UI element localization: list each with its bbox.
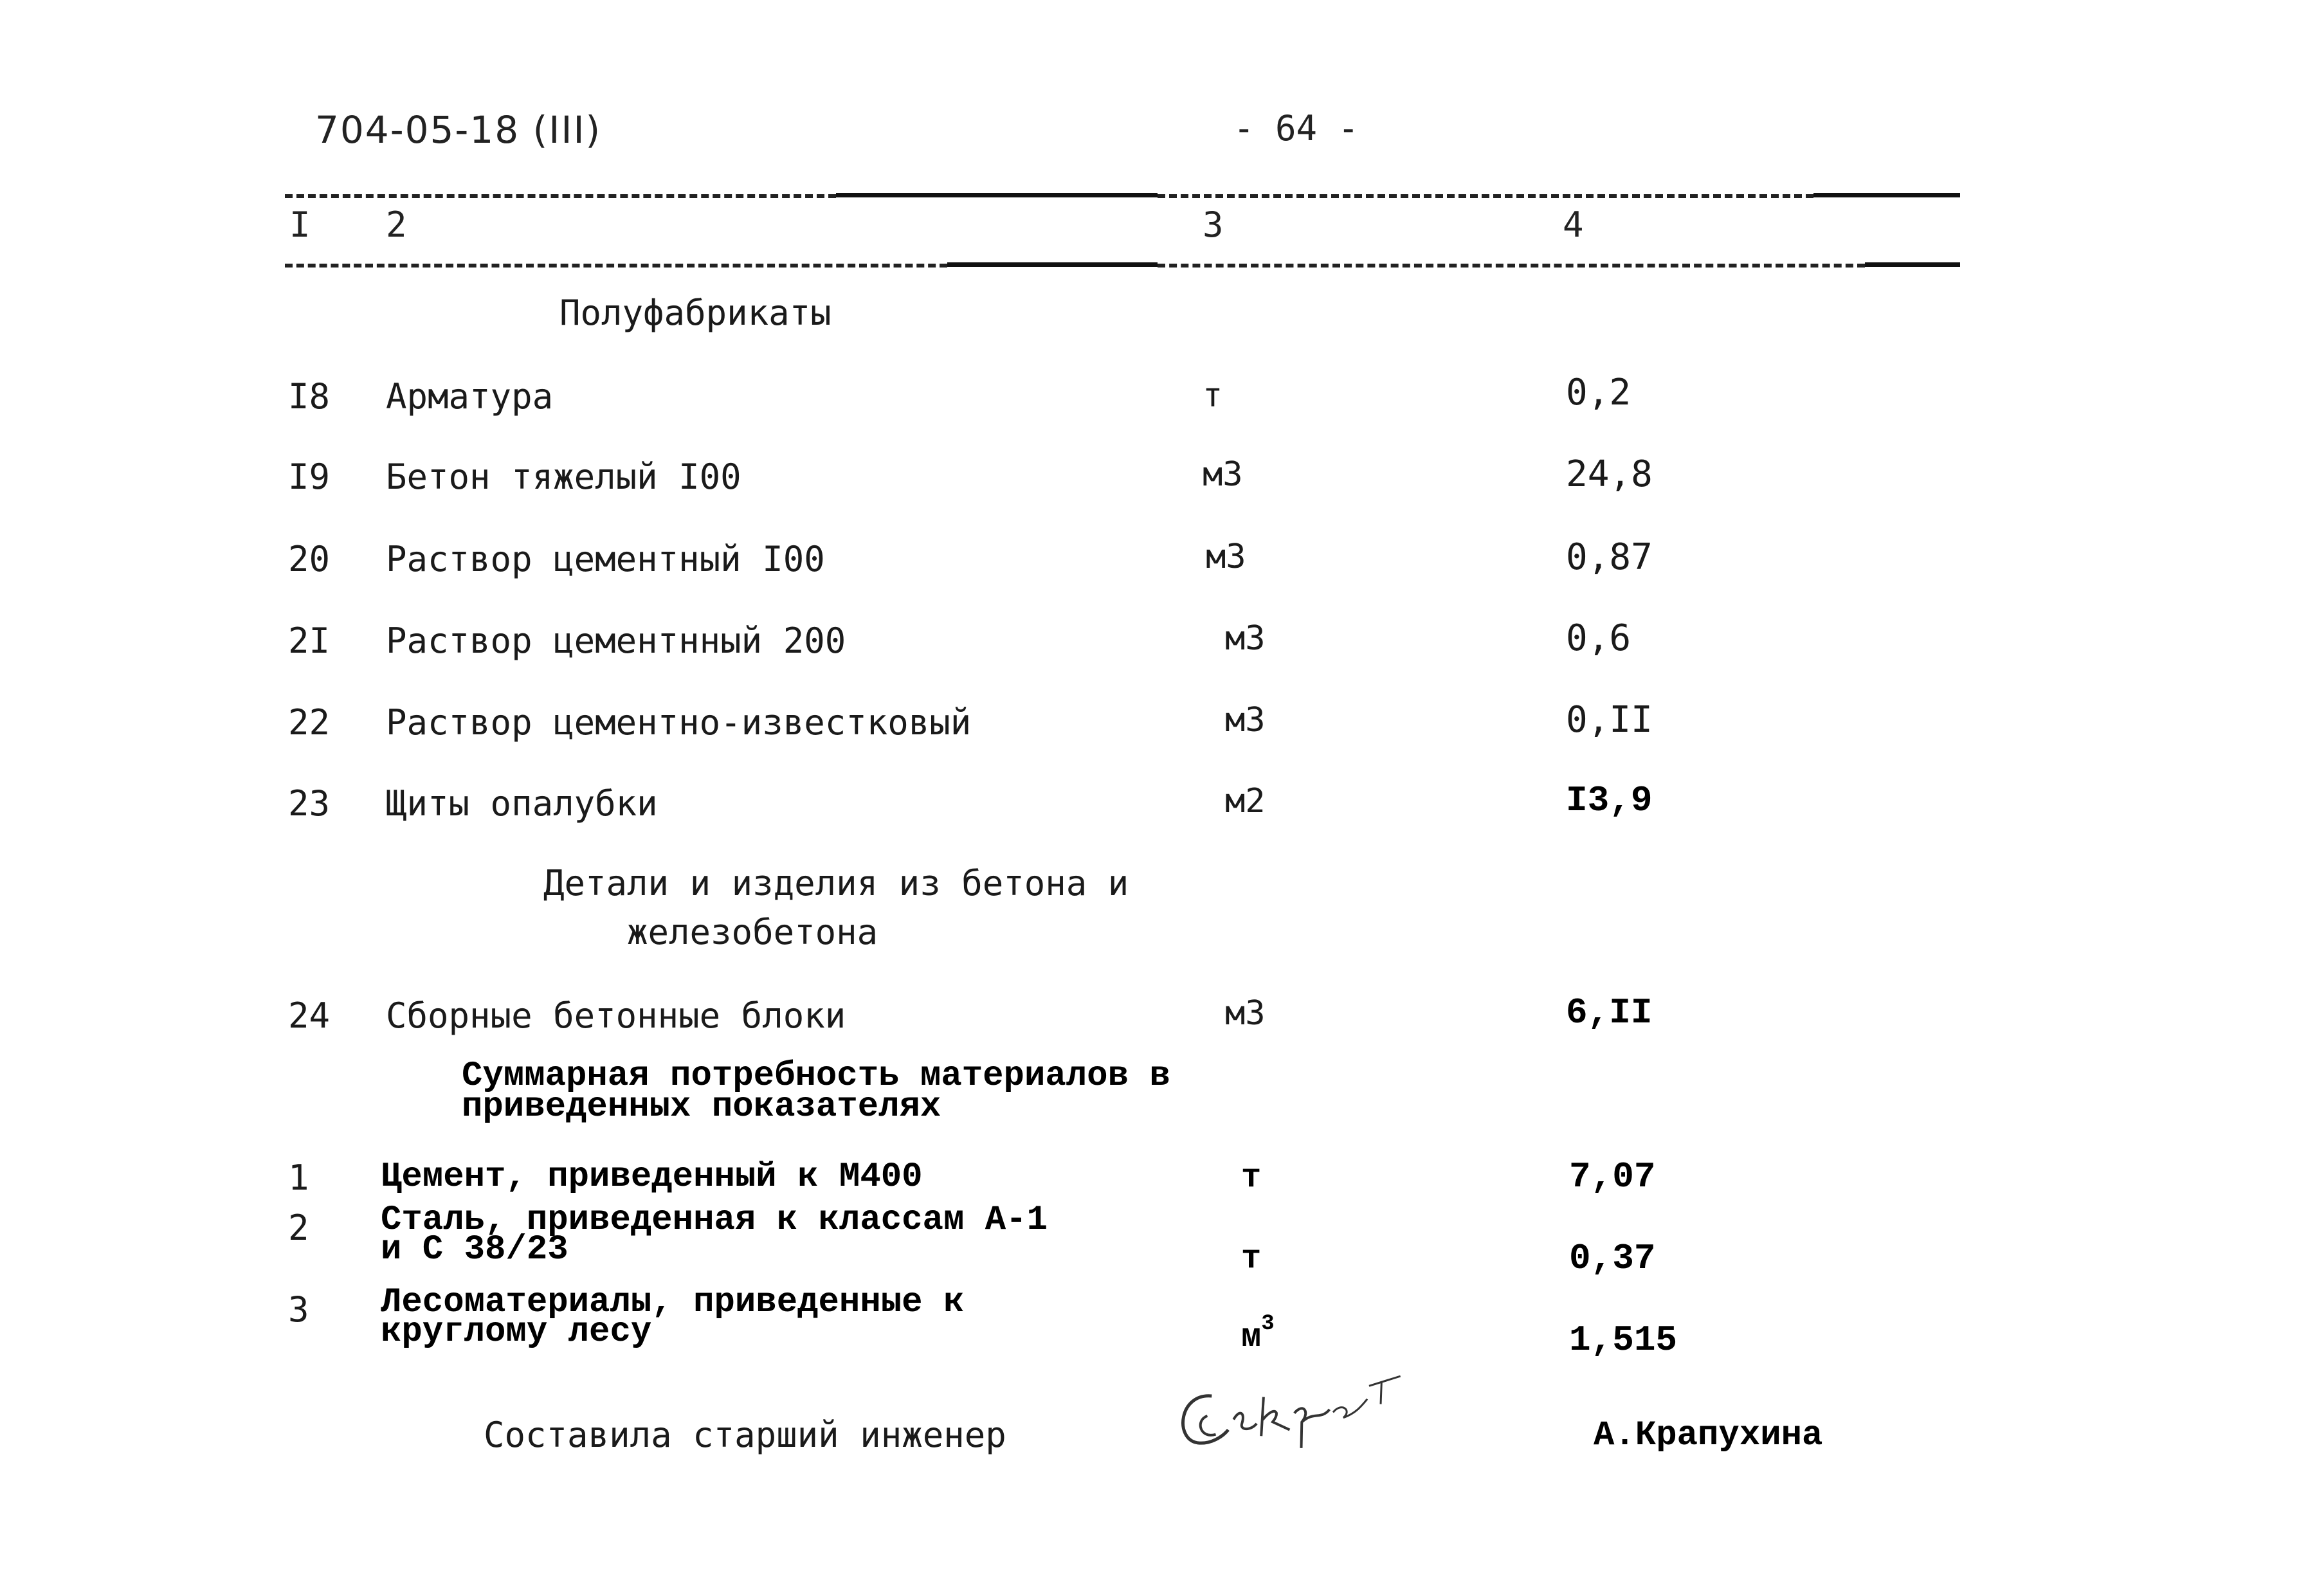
material-name: Арматура (386, 376, 554, 417)
material-value: 0,2 (1566, 372, 1631, 413)
signature-scribble (1165, 1356, 1418, 1471)
section-heading-line: приведенных показателях (462, 1087, 941, 1127)
top-rule-solid-mid (836, 193, 1158, 197)
material-unit: м3 (1203, 455, 1243, 494)
material-unit: м3 (1225, 994, 1266, 1033)
header-bottom-rule-dashed-left (285, 264, 947, 268)
material-unit: м3 (1225, 701, 1266, 739)
header-bottom-rule-dashed-right (1158, 264, 1865, 268)
summary-material-value: 0,37 (1569, 1238, 1656, 1279)
summary-material-unit: т (1241, 1240, 1262, 1278)
summary-material-name (381, 1201, 1048, 1269)
material-name: Раствор цементно-известковый (386, 702, 972, 743)
row-number: 22 (288, 702, 331, 743)
material-value: 0,II (1566, 699, 1653, 741)
header-bottom-rule-solid-mid (947, 262, 1158, 267)
summary-material-value: 7,07 (1569, 1156, 1656, 1197)
material-name: Бетон тяжелый I00 (386, 457, 741, 497)
summary-row-number: 2 (288, 1208, 309, 1248)
unit-base: м (1241, 1318, 1262, 1356)
material-unit: м3 (1225, 619, 1266, 658)
section-heading-semi-products: Полуфабрикаты (559, 293, 831, 333)
compiled-by-label: Составила старший инженер (484, 1415, 1006, 1455)
row-number: I9 (288, 457, 331, 497)
material-name: Раствор цементный I00 (386, 539, 825, 579)
top-rule-dashed-left (285, 194, 836, 198)
unit-superscript: 3 (1261, 1312, 1275, 1336)
material-value: I3,9 (1566, 780, 1653, 821)
column-header-3: 3 (1203, 204, 1224, 245)
summary-row-number: 1 (288, 1157, 309, 1198)
row-number: I8 (288, 376, 331, 417)
page-number: - 64 - (1233, 108, 1359, 149)
summary-material-name-line: Лесоматериалы, приведенные к (381, 1283, 965, 1322)
top-rule-solid-right (1813, 193, 1960, 197)
material-value: 24,8 (1566, 453, 1653, 495)
summary-material-unit (1241, 1312, 1275, 1356)
column-header-2: 2 (386, 204, 407, 245)
header-bottom-rule-solid-right (1865, 262, 1960, 267)
material-name: Сборные бетонные блоки (386, 995, 846, 1036)
section-heading-concrete-details (543, 863, 1129, 952)
summary-material-name-line: и С 38/23 (381, 1230, 568, 1269)
row-number: 23 (288, 783, 331, 824)
material-value: 0,87 (1566, 536, 1653, 578)
summary-material-name-line: Сталь, приведенная к классам А-1 (381, 1201, 1048, 1240)
material-unit: м3 (1206, 538, 1246, 576)
document-code: 704-05-18 (III) (315, 108, 602, 152)
section-heading-line: железобетона (627, 912, 878, 952)
row-number: 20 (288, 539, 331, 579)
section-heading-line: Суммарная потребность материалов в (462, 1056, 1170, 1096)
summary-material-name: Цемент, приведенный к М400 (381, 1157, 923, 1197)
top-rule-dashed-right (1158, 194, 1813, 198)
column-header-4: 4 (1563, 204, 1584, 245)
material-value: 0,6 (1566, 617, 1631, 659)
material-name: Щиты опалубки (386, 783, 658, 824)
material-unit: т (1203, 376, 1223, 415)
summary-row-number: 3 (288, 1289, 309, 1330)
section-heading-summary (462, 1056, 1170, 1127)
summary-material-unit: т (1241, 1159, 1262, 1197)
material-name: Раствор цементнный 200 (386, 621, 846, 661)
summary-material-name (381, 1283, 965, 1352)
signature (1165, 1356, 1419, 1485)
row-number: 2I (288, 621, 331, 661)
summary-material-name-line: круглому лесу (381, 1312, 652, 1352)
material-value: 6,II (1566, 992, 1653, 1033)
row-number: 24 (288, 995, 331, 1036)
section-heading-line: Детали и изделия из бетона и (543, 863, 1129, 903)
column-header-1: I (289, 204, 311, 245)
material-unit: м2 (1225, 782, 1266, 821)
summary-material-value: 1,515 (1569, 1319, 1678, 1361)
compiler-name: А.Крапухина (1594, 1416, 1823, 1455)
